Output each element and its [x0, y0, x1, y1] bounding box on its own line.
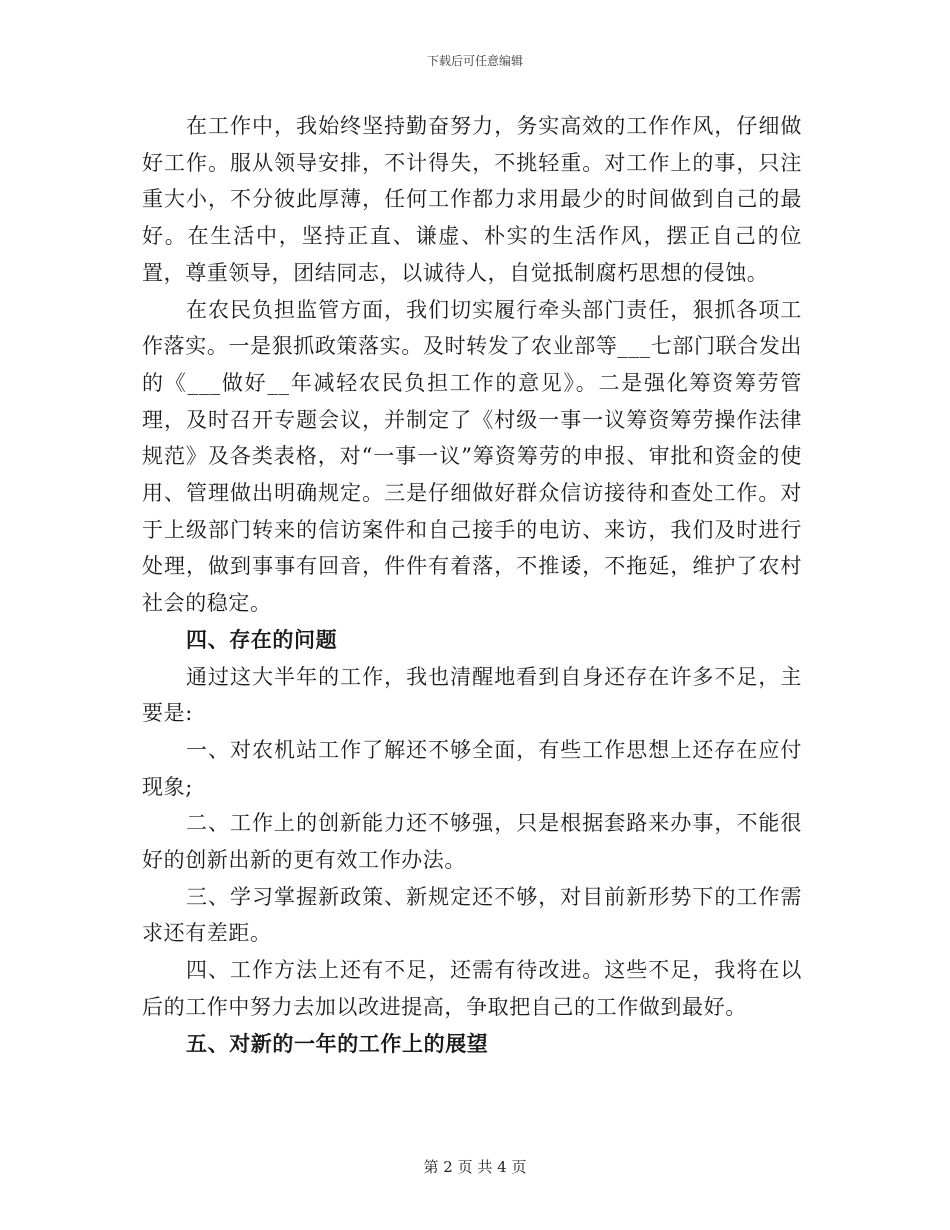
paragraph-problems-intro: 通过这大半年的工作，我也清醒地看到自身还存在许多不足，主要是:	[142, 664, 802, 726]
paragraph-problem-2: 二、工作上的创新能力还不够强，只是根据套路来办事，不能很好的创新出新的更有效工作办法。	[142, 811, 802, 873]
heading-existing-problems: 四、存在的问题	[186, 627, 338, 652]
paragraph-farmer-burden: 在农民负担监管方面，我们切实履行牵头部门责任，狠抓各项工作落实。一是狠抓政策落实。及时转发了农业部等___七部门联合发出的《___做好__年减轻农民负担工作的意见》。二是强化筹资筹劳管理，及时召开专题会议，并制定了《村级一事一议筹资筹劳操作法律规范》及各类表格，对“一事一议”筹资筹劳的申报、审批和资金的使用、管理做出明确规定。三是仔细做好群众信访接待和查处工作。对于上级部门转来的信访案件和自己接手的电访、来访，我们及时进行处理，做到事事有回音，件件有着落，不推诿，不拖延，维护了农村社会的稳定。	[142, 297, 802, 616]
paragraph-problem-4: 四、工作方法上还有不足，还需有待改进。这些不足，我将在以后的工作中努力去加以改进提高，争取把自己的工作做到最好。	[142, 958, 802, 1019]
paragraph-problem-3: 三、学习掌握新政策、新规定还不够，对目前新形势下的工作需求还有差距。	[142, 884, 802, 946]
paragraph-work-attitude: 在工作中，我始终坚持勤奋努力，务实高效的工作作风，仔细做好工作。服从领导安排，不计得失，不挑轻重。对工作上的事，只注重大小，不分彼此厚薄，任何工作都力求用最少的时间做到自己的最好。在生活中，坚持正直、谦虚、朴实的生活作风，摆正自己的位置，尊重领导，团结同志，以诚待人，自觉抵制腐朽思想的侵蚀。	[142, 114, 802, 285]
paragraph-problem-1: 一、对农机站工作了解还不够全面，有些工作思想上还存在应付现象;	[142, 737, 802, 799]
page-number: 第 2 页 共 4 页	[423, 1158, 527, 1176]
document-body	[142, 108, 802, 1062]
page-header: 下载后可任意编辑	[426, 54, 523, 68]
heading-new-year-outlook: 五、对新的一年的工作上的展望	[186, 1031, 489, 1056]
